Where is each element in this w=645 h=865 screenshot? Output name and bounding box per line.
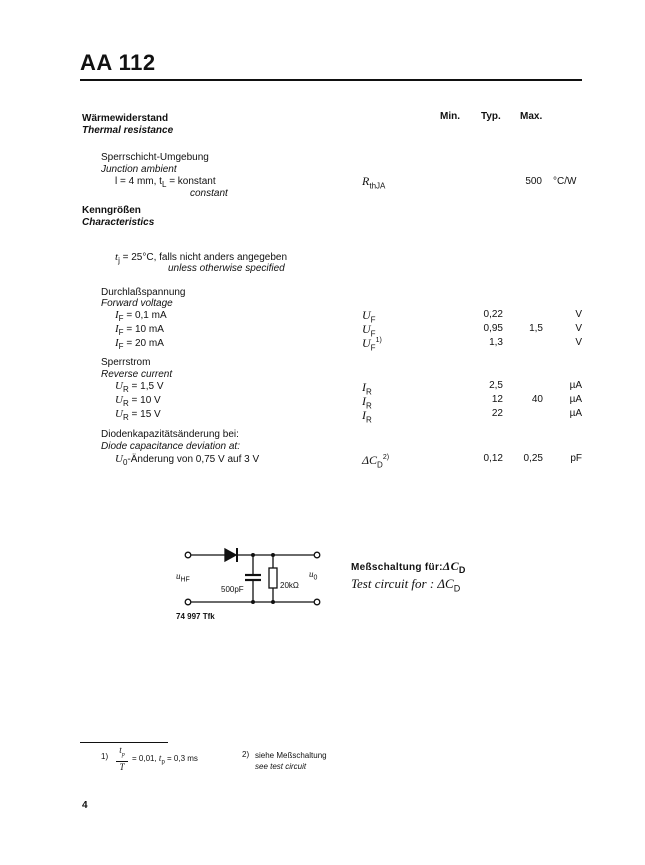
input-terminal-top	[185, 552, 191, 558]
reverse-row-2-typ: 12	[491, 394, 503, 405]
footnote-2-mark: 2)	[242, 750, 250, 759]
page-title: AA 112	[80, 50, 156, 75]
forward-row-2-typ: 0,95	[483, 323, 503, 334]
circuit-code: 74 997 Tfk	[176, 612, 215, 621]
capacitance-symbol: $\Delta C_D^{2)}$	[362, 453, 390, 470]
reverse-row-2-max: 40	[531, 394, 543, 405]
column-typ-header: Typ.	[481, 111, 501, 122]
capacitance-unit: pF	[570, 453, 582, 464]
thermal-max-value: 500	[525, 176, 542, 187]
footnote-1-text: = 0,01, $t_p = 0,3$ ms	[132, 753, 198, 766]
thermal-condition-en: constant	[190, 188, 228, 199]
characteristics-condition: $t_j = 25^\circ C$, falls nicht anders angegeben	[115, 251, 288, 265]
forward-row-1-unit: V	[575, 309, 582, 320]
column-max-header: Max.	[520, 111, 543, 122]
reverse-row-3-condition: $U_R = 15$ V	[115, 408, 161, 422]
reverse-row-3-unit: µA	[569, 408, 582, 419]
reverse-row-2-condition: $U_R = 10$ V	[115, 394, 161, 408]
circuit-resistor-label: 20kΩ	[280, 581, 299, 590]
input-terminal-bottom	[185, 599, 191, 605]
forward-row-2-max: 1,5	[529, 323, 543, 334]
thermal-condition: l = 4 mm, $t_L$ = konstant	[115, 176, 216, 189]
characteristics-condition-en: unless otherwise specified	[168, 263, 285, 274]
capacitance-condition: $U_0$-Änderung von 0,75 V auf 3 V	[115, 453, 260, 467]
thermal-sub-de: Sperrschicht-Umgebung	[101, 152, 209, 163]
forward-row-2-condition: $I_F = 10$ mA	[115, 323, 164, 337]
reverse-row-1-typ: 2,5	[489, 380, 503, 391]
reverse-row-2-unit: µA	[569, 394, 582, 405]
reverse-row-2-symbol: $I_R$	[362, 394, 372, 411]
capacitance-heading-de: Diodenkapazitätsänderung bei:	[101, 429, 239, 440]
forward-row-1-typ: 0,22	[483, 309, 503, 320]
forward-row-3-typ: 1,3	[489, 337, 503, 348]
forward-row-3-symbol: $U_F^{1)}$	[362, 336, 382, 353]
thermal-sub-en: Junction ambient	[101, 164, 177, 175]
title-rule	[80, 79, 582, 81]
footnote-2-de: siehe Meßschaltung	[255, 751, 327, 760]
circuit-capacitor-label: 500pF	[221, 585, 244, 594]
capacitance-max: 0,25	[523, 453, 543, 464]
forward-row-1-condition: $I_F = 0,1$ mA	[115, 309, 167, 323]
circuit-output-label: $u_0$	[309, 569, 318, 582]
characteristics-heading-en: Characteristics	[82, 217, 155, 228]
thermal-heading-de: Wärmewiderstand	[82, 113, 169, 124]
forward-row-3-condition: $I_F = 20$ mA	[115, 337, 164, 351]
characteristics-heading-de: Kenngrößen	[82, 205, 141, 216]
reverse-heading-en: Reverse current	[101, 369, 173, 380]
forward-heading-en: Forward voltage	[101, 298, 173, 309]
circuit-caption-en: Test circuit for : $\Delta C_D$	[351, 576, 461, 594]
reverse-row-1-condition: $U_R = 1,5$ V	[115, 380, 164, 394]
thermal-symbol: $R_{thJA}$	[362, 174, 386, 191]
reverse-heading-de: Sperrstrom	[101, 357, 151, 368]
column-min-header: Min.	[440, 111, 460, 122]
output-terminal-top	[314, 552, 320, 558]
thermal-unit: °C/W	[553, 176, 577, 187]
circuit-caption-de: Meßschaltung $für:\Delta C_D$	[351, 559, 466, 575]
forward-row-1-symbol: $U_F$	[362, 308, 376, 325]
thermal-heading-en: Thermal resistance	[82, 125, 174, 136]
footnote-1-fraction: $t_p$ T	[116, 746, 128, 772]
forward-row-3-unit: V	[575, 337, 582, 348]
forward-row-2-unit: V	[575, 323, 582, 334]
page-number: 4	[82, 800, 88, 811]
forward-row-2-symbol: $U_F$	[362, 322, 376, 339]
capacitance-typ: 0,12	[483, 453, 503, 464]
footnote-rule	[80, 742, 168, 743]
forward-heading-de: Durchlaßspannung	[101, 287, 186, 298]
capacitance-heading-en: Diode capacitance deviation at:	[101, 441, 240, 452]
resistor-icon	[269, 568, 277, 588]
reverse-row-1-symbol: $I_R$	[362, 380, 372, 397]
diode-icon	[225, 549, 236, 561]
reverse-row-3-typ: 22	[491, 408, 503, 419]
footnote-1-mark: 1)	[101, 752, 109, 761]
footnote-2-en: see test circuit	[255, 762, 307, 771]
reverse-row-3-symbol: $I_R$	[362, 408, 372, 425]
circuit-input-label: $u_{HF}$	[176, 571, 190, 584]
output-terminal-bottom	[314, 599, 320, 605]
reverse-row-1-unit: µA	[569, 380, 582, 391]
